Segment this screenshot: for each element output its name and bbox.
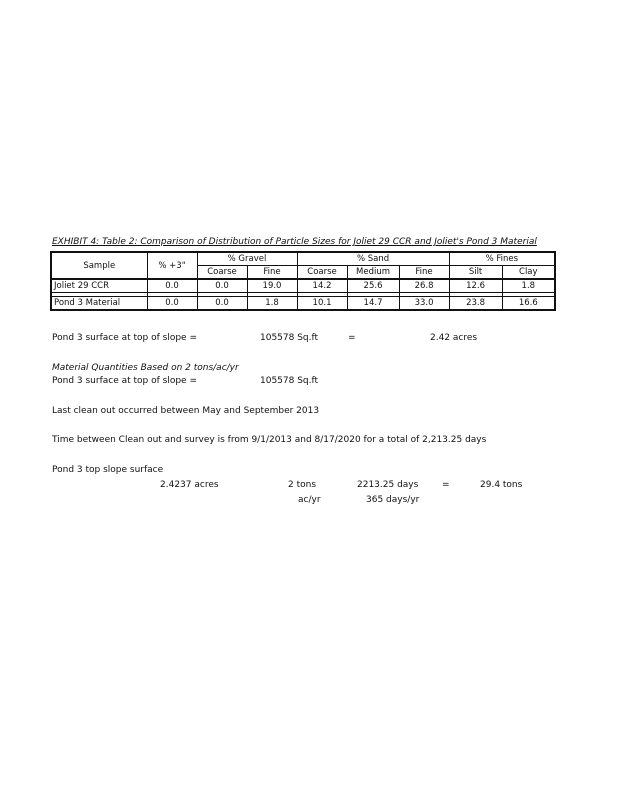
header-gravel-coarse: Coarse	[197, 266, 247, 280]
row-sample: Joliet 29 CCR	[51, 279, 147, 293]
header-sand-fine: Fine	[399, 266, 449, 280]
cell-silt: 12.6	[449, 279, 502, 293]
header-clay: Clay	[502, 266, 555, 280]
table-row	[51, 279, 555, 293]
header-sample: Sample	[51, 252, 147, 279]
calc-result: 29.4 tons	[480, 480, 523, 490]
table-caption: EXHIBIT 4: Table 2: Comparison of Distribution of Particle Sizes for Joliet 29 CCR and Joliet's Pond 3 Material	[52, 237, 537, 247]
cell-silt: 23.8	[449, 297, 502, 311]
header-sand-coarse: Coarse	[297, 266, 347, 280]
cell-plus3: 0.0	[147, 279, 197, 293]
cell-plus3: 0.0	[147, 297, 197, 311]
surface-label-1: Pond 3 surface at top of slope =	[52, 333, 197, 343]
table-row	[51, 297, 555, 311]
header-sand-medium: Medium	[347, 266, 399, 280]
cell-clay: 1.8	[502, 279, 555, 293]
header-gravel-fine: Fine	[247, 266, 297, 280]
surface-acres: 2.42 acres	[430, 333, 478, 343]
calc-acres: 2.4237 acres	[160, 480, 219, 490]
equals-sign-1: =	[348, 333, 356, 343]
basis-heading: Material Quantities Based on 2 tons/ac/yr	[52, 363, 239, 373]
calc-days: 2213.25 days	[357, 480, 419, 490]
cell-sand-medium: 25.6	[347, 279, 399, 293]
header-fines: % Fines	[449, 252, 555, 266]
cell-sand-coarse: 10.1	[297, 297, 347, 311]
cell-gravel-coarse: 0.0	[197, 279, 247, 293]
header-gravel: % Gravel	[197, 252, 297, 266]
cell-gravel-fine: 19.0	[247, 279, 297, 293]
time-note: Time between Clean out and survey is from 9/1/2013 and 8/17/2020 for a total of 2,213.25 days	[52, 435, 487, 445]
calc-title: Pond 3 top slope surface	[52, 465, 164, 475]
cell-clay: 16.6	[502, 297, 555, 311]
particle-size-table	[50, 251, 556, 311]
calc-tons-unit: ac/yr	[298, 495, 321, 505]
cell-sand-fine: 26.8	[399, 279, 449, 293]
surface-label-2: Pond 3 surface at top of slope =	[52, 376, 197, 386]
calc-equals: =	[442, 480, 450, 490]
header-silt: Silt	[449, 266, 502, 280]
row-sample: Pond 3 Material	[51, 297, 147, 311]
cell-sand-fine: 33.0	[399, 297, 449, 311]
calc-tons: 2 tons	[288, 480, 317, 490]
calc-days-unit: 365 days/yr	[366, 495, 420, 505]
cell-gravel-coarse: 0.0	[197, 297, 247, 311]
surface-value-2: 105578 Sq.ft	[260, 376, 319, 386]
header-plus3: % +3"	[147, 252, 197, 279]
header-sand: % Sand	[297, 252, 449, 266]
surface-value-1: 105578 Sq.ft	[260, 333, 319, 343]
cell-gravel-fine: 1.8	[247, 297, 297, 311]
cell-sand-coarse: 14.2	[297, 279, 347, 293]
cleanout-note: Last clean out occurred between May and September 2013	[52, 406, 320, 416]
cell-sand-medium: 14.7	[347, 297, 399, 311]
